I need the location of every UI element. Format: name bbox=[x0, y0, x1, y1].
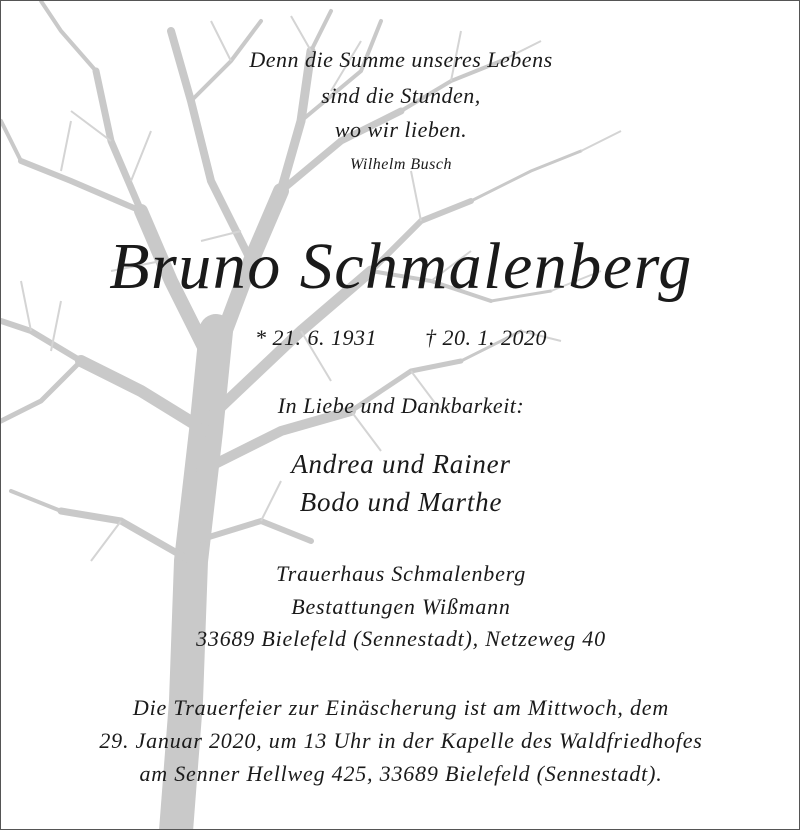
death-date: † 20. 1. 2020 bbox=[425, 325, 547, 350]
service-info-line-2: 29. Januar 2020, um 13 Uhr in der Kapelle des Waldfriedhofes bbox=[99, 728, 703, 753]
service-info-line-1: Die Trauerfeier zur Einäscherung ist am Mittwoch, dem bbox=[132, 695, 670, 720]
quote-author: Wilhelm Busch bbox=[349, 156, 453, 173]
service-info-line-3: am Senner Hellweg 425, 33689 Bielefeld (Sennestadt). bbox=[139, 761, 663, 786]
funeral-home-line-1: Trauerhaus Schmalenberg bbox=[275, 561, 526, 586]
birth-date: * 21. 6. 1931 bbox=[255, 325, 377, 350]
mourner-line-2: Bodo und Marthe bbox=[299, 487, 503, 517]
quote-line-2: sind die Stunden, bbox=[321, 83, 481, 108]
life-dates bbox=[1, 325, 800, 351]
quote-line-3: wo wir lieben. bbox=[334, 117, 468, 142]
notice-text bbox=[1, 1, 800, 830]
deceased-name: Bruno Schmalenberg bbox=[109, 230, 693, 303]
dedication: In Liebe und Dankbarkeit: bbox=[277, 393, 525, 418]
mourner-line-1: Andrea und Rainer bbox=[291, 449, 511, 479]
funeral-home-address: 33689 Bielefeld (Sennestadt), Netzeweg 40 bbox=[196, 626, 606, 651]
quote-line-1: Denn die Summe unseres Lebens bbox=[249, 47, 553, 72]
funeral-home-line-2: Bestattungen Wißmann bbox=[291, 594, 511, 619]
